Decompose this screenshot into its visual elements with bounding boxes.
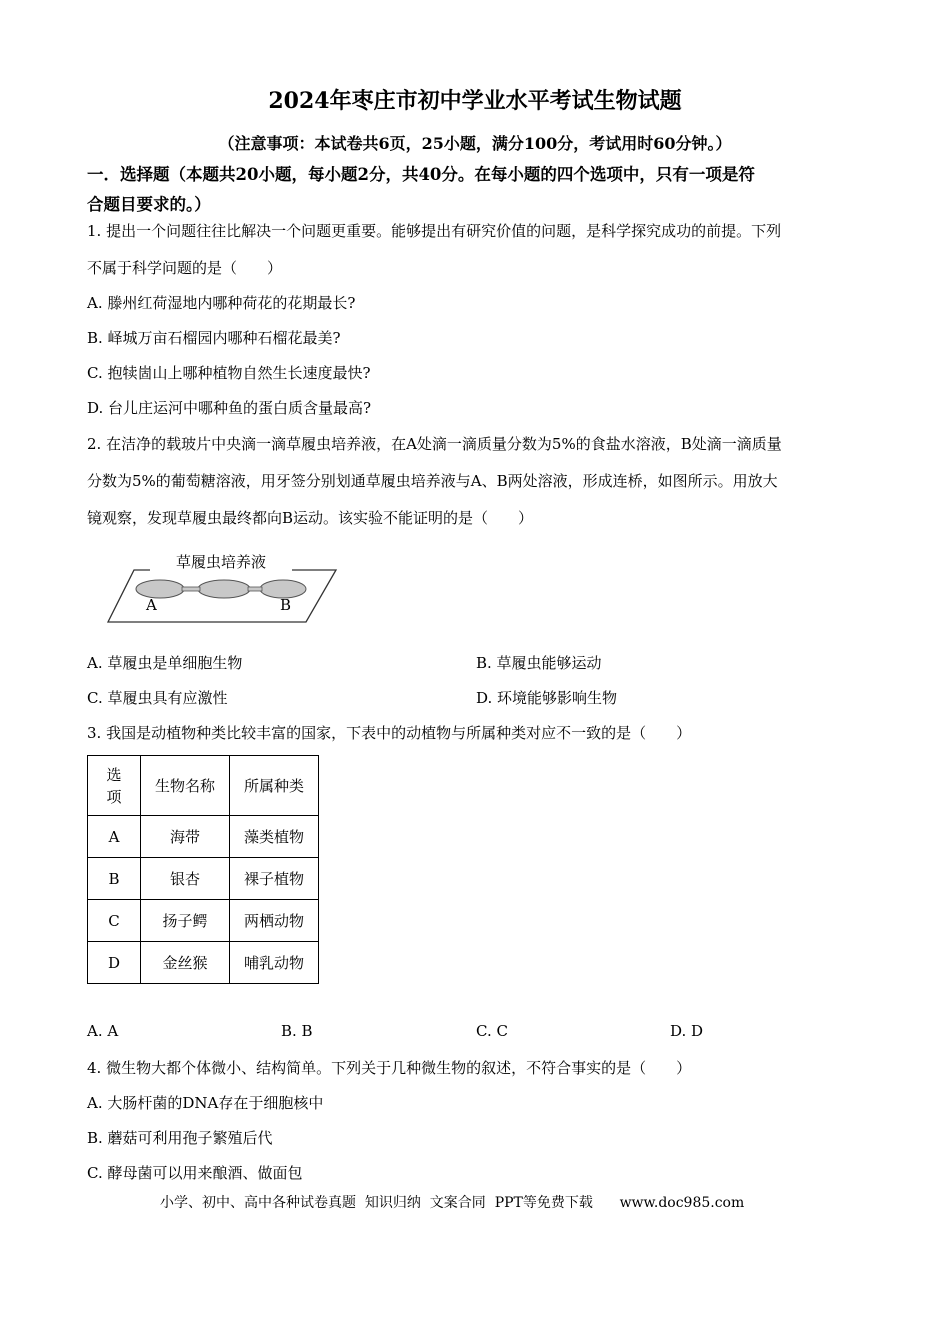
q2-option-a: A. 草履虫是单细胞生物 — [87, 654, 243, 672]
q4-option-b: B. 蘑菇可利用孢子繁殖后代 — [87, 1129, 273, 1147]
q2-stem-line3: 镜观察，发现草履虫最终都向B运动。该实验不能证明的是（ ） — [87, 509, 534, 527]
bridge-right — [248, 587, 262, 591]
drop-b-label: B — [280, 596, 292, 614]
q4-option-a: A. 大肠杆菌的DNA存在于细胞核中 — [87, 1094, 324, 1112]
q1-option-d: D. 台儿庄运河中哪种鱼的蛋白质含量最高? — [87, 399, 372, 417]
drop-a — [136, 580, 184, 598]
figure-label: 草履虫培养液 — [175, 553, 267, 571]
cell-name: 海带 — [141, 816, 230, 858]
page-title: 2024年枣庄市初中学业水平考试生物试题 — [268, 88, 682, 114]
q1-stem-line1: 1. 提出一个问题往往比解决一个问题更重要。能够提出有研究价值的问题，是科学探究成功的前提。下列 — [87, 222, 782, 240]
page-footer: 小学、初中、高中各种试卷真题 知识归纳 文案合同 PPT等免费下载 www.doc985.com — [160, 1195, 745, 1211]
table-row — [88, 858, 319, 900]
cell-option: C — [88, 900, 141, 942]
cell-category: 裸子植物 — [230, 858, 319, 900]
q3-option-c: C. C — [476, 1022, 508, 1040]
header-option-char2: 项 — [106, 787, 122, 806]
cell-option: A — [88, 816, 141, 858]
q2-stem-line1: 2. 在洁净的载玻片中央滴一滴草履虫培养液，在A处滴一滴质量分数为5%的食盐水溶液，B处滴一滴质量 — [87, 435, 782, 453]
drop-a-label: A — [146, 596, 157, 614]
table-header-row — [88, 756, 319, 816]
cell-name: 扬子鳄 — [141, 900, 230, 942]
q2-option-d: D. 环境能够影响生物 — [476, 689, 618, 707]
header-cell-category: 所属种类 — [230, 756, 319, 816]
q2-stem-line2: 分数为5%的葡萄糖溶液，用牙签分别划通草履虫培养液与A、B两处溶液，形成连桥，如图所示。用放大 — [87, 472, 778, 490]
table-row — [88, 942, 319, 984]
q1-option-a: A. 滕州红荷湿地内哪种荷花的花期最长? — [87, 294, 356, 312]
q4-option-c: C. 酵母菌可以用来酿酒、做面包 — [87, 1164, 303, 1182]
bridge-left — [182, 587, 200, 591]
cell-option: D — [88, 942, 141, 984]
section-heading-line1: 一．选择题（本题共20小题，每小题2分，共40分。在每小题的四个选项中，只有一项是符 — [87, 165, 755, 184]
cell-name: 银杏 — [141, 858, 230, 900]
header-cell-option — [88, 756, 141, 816]
cell-name: 金丝猴 — [141, 942, 230, 984]
q3-table — [87, 755, 319, 984]
exam-notice: （注意事项：本试卷共6页，25小题，满分100分，考试用时60分钟。） — [218, 134, 732, 153]
paramecium-slide-figure — [104, 548, 340, 628]
cell-category: 哺乳动物 — [230, 942, 319, 984]
q3-option-b: B. B — [281, 1022, 313, 1040]
section-heading-line2: 合题目要求的。） — [87, 195, 211, 214]
table-row — [88, 816, 319, 858]
cell-category: 藻类植物 — [230, 816, 319, 858]
q2-option-b: B. 草履虫能够运动 — [476, 654, 602, 672]
cell-option: B — [88, 858, 141, 900]
header-cell-name: 生物名称 — [141, 756, 230, 816]
q3-stem: 3. 我国是动植物种类比较丰富的国家，下表中的动植物与所属种类对应不一致的是（ ） — [87, 724, 692, 742]
q2-option-c: C. 草履虫具有应激性 — [87, 689, 228, 707]
q1-stem-line2: 不属于科学问题的是（ ） — [87, 259, 283, 277]
cell-category: 两栖动物 — [230, 900, 319, 942]
q3-option-d: D. D — [670, 1022, 704, 1040]
q4-stem: 4. 微生物大都个体微小、结构简单。下列关于几种微生物的叙述，不符合事实的是（ ） — [87, 1059, 692, 1077]
table-row — [88, 900, 319, 942]
drop-culture — [198, 580, 250, 598]
header-option-char1: 选 — [106, 765, 122, 784]
q1-option-c: C. 抱犊崮山上哪种植物自然生长速度最快? — [87, 364, 371, 382]
q3-option-a: A. A — [87, 1022, 119, 1040]
q1-option-b: B. 峄城万亩石榴园内哪种石榴花最美? — [87, 329, 341, 347]
